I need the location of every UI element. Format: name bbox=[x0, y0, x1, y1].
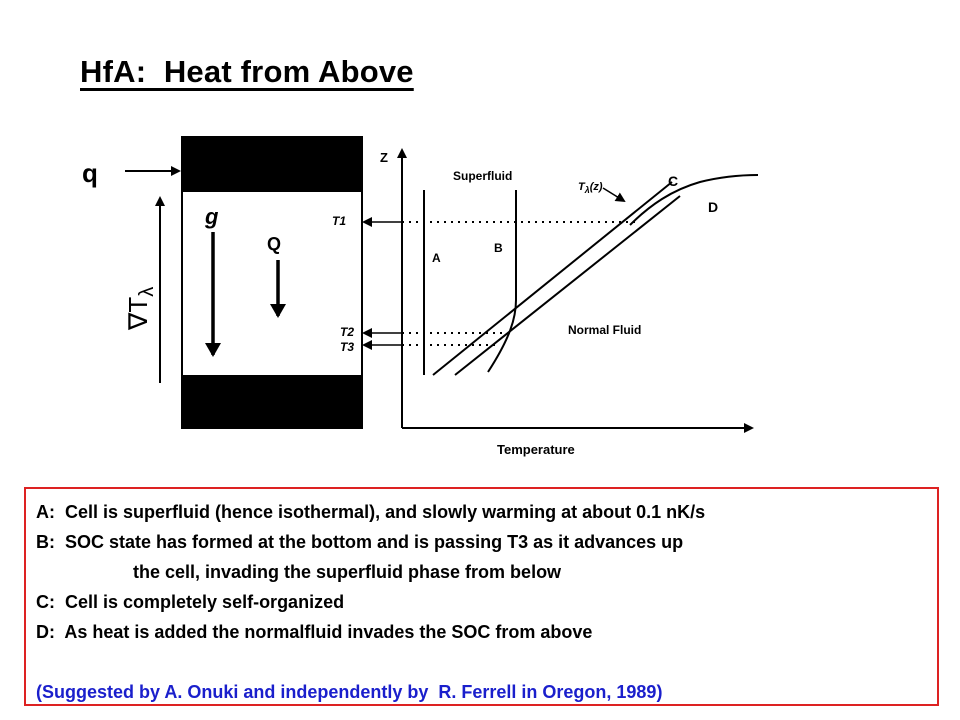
lambda-curve-label: $T_\lambda(z)$ bbox=[578, 181, 603, 195]
caption-spacer bbox=[36, 647, 937, 677]
cell-bottom-plate bbox=[182, 375, 362, 428]
curve-d-label: D bbox=[708, 199, 719, 215]
superfluid-label: Superfluid bbox=[453, 169, 513, 183]
marker-t1: T1 bbox=[332, 214, 347, 228]
caption-line-b: B: SOC state has formed at the bottom and is passing T3 as it advances up bbox=[36, 532, 684, 552]
heat-flux-label: q bbox=[82, 158, 98, 188]
curve-b-label: B bbox=[494, 241, 503, 255]
temperature-axis-label: Temperature bbox=[497, 442, 575, 457]
z-axis-label: Z bbox=[380, 150, 388, 165]
marker-t2: T2 bbox=[340, 325, 355, 339]
caption-line-a: A: Cell is superfluid (hence isothermal), and slowly warming at about 0.1 nK/s bbox=[36, 502, 706, 522]
lambda-curve-pointer bbox=[603, 188, 624, 201]
gravity-label: g bbox=[205, 204, 219, 229]
caption-line-d: D: As heat is added the normalfluid invades the SOC from above bbox=[36, 622, 593, 642]
slide-title: HfA: Heat from Above bbox=[80, 54, 414, 89]
gradient-label: $\nabla T_\lambda$ bbox=[123, 286, 158, 330]
caption-line-b-continued: the cell, invading the superfluid phase from below bbox=[133, 562, 562, 582]
normal-fluid-label: Normal Fluid bbox=[568, 323, 642, 337]
curve-c-label: C bbox=[668, 173, 679, 189]
cell-top-plate bbox=[182, 137, 362, 192]
caption-line-c: C: Cell is completely self-organized bbox=[36, 592, 345, 612]
lambda-line bbox=[433, 182, 672, 375]
caption-credit: (Suggested by A. Onuki and independently by R. Ferrell in Oregon, 1989) bbox=[36, 682, 663, 702]
heat-label: Q bbox=[267, 234, 282, 254]
curve-a-label: A bbox=[432, 251, 441, 265]
curve-c bbox=[455, 196, 680, 375]
caption-box bbox=[24, 487, 939, 706]
marker-t3: T3 bbox=[340, 340, 355, 354]
